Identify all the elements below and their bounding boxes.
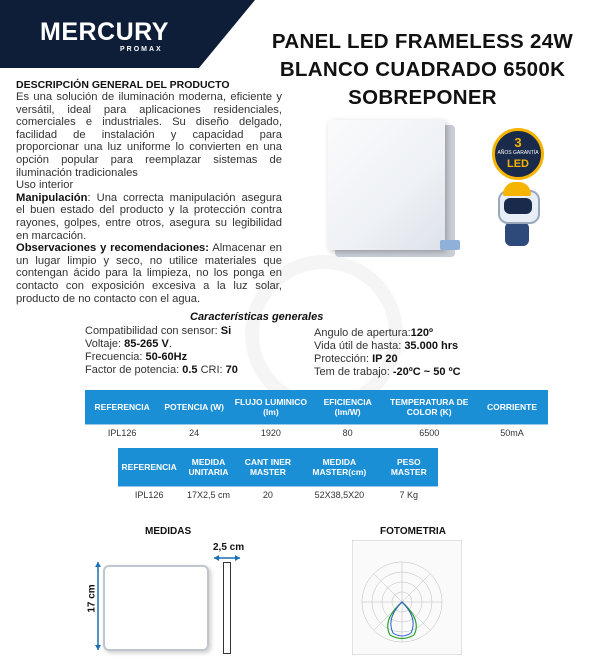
table-header: REFERENCIA [118, 448, 180, 487]
mascot-face [504, 198, 532, 214]
description-body [16, 91, 282, 305]
table-cell: 1920 [229, 425, 313, 442]
table-cell: 17X2,5 cm [180, 487, 236, 504]
table-row [85, 425, 548, 442]
table-header: PESO MASTER [380, 448, 438, 487]
table-header: REFERENCIA [85, 390, 159, 425]
table-cell: 20 [237, 487, 299, 504]
panel-driver [440, 240, 460, 250]
side-view-drawing [223, 562, 231, 654]
table-cell: IPL126 [118, 487, 180, 504]
table-cell: 50mA [476, 425, 548, 442]
table-cell: 80 [313, 425, 383, 442]
table-cell: IPL126 [85, 425, 159, 442]
use-text: Uso interior [16, 179, 74, 192]
warranty-years: 3 [514, 135, 522, 150]
description-text: Es una solución de iluminación moderna, eficiente y versátil, ideal para aplicaciones residenciales, comerciales e industriales. Su diseño delgado, facilidad de instalación y capacidad para proporcionar una luz uniforme lo convierten en una opción popular para reemplazar sistemas de iluminación tradicionales [16, 91, 282, 179]
handling-label: Manipulación [16, 191, 88, 204]
table-header-row [118, 448, 438, 487]
table-row [118, 487, 438, 504]
table-header: POTENCIA (W) [159, 390, 229, 425]
spec-frequency: Frecuencia: 50-60Hz [85, 351, 188, 363]
table-header: TEMPERATURA DE COLOR (K) [382, 390, 476, 425]
electrical-specs-table [85, 390, 548, 441]
mascot-helmet [503, 182, 531, 196]
table-header: EFICIENCIA (lm/W) [313, 390, 383, 425]
observations-paragraph [16, 242, 282, 305]
description-heading: DESCRIPCIÓN GENERAL DEL PRODUCTO [16, 79, 230, 91]
packaging-table [118, 448, 438, 503]
product-title: PANEL LED FRAMELESS 24W BLANCO CUADRADO 6500K SOBREPONER [271, 30, 574, 109]
table-header: MEDIDA UNITARIA [180, 448, 236, 487]
thickness-label: 2,5 cm [213, 542, 245, 553]
spec-angle: Angulo de apertura:120º [314, 327, 434, 339]
table-header-row [85, 390, 548, 425]
product-image [328, 120, 445, 250]
warranty-text: AÑOS GARANTÍA [497, 150, 539, 156]
spec-voltage: Voltaje: 85-265 V. [85, 338, 172, 350]
spec-protection: Protección: IP 20 [314, 353, 398, 365]
spec-power-factor: Factor de potencia: 0.5 CRI: 70 [85, 364, 238, 376]
mascot-body [505, 222, 529, 246]
warranty-badge [492, 128, 544, 180]
characteristics-title: Características generales [190, 311, 324, 323]
observations-text: Almacenar en un lugar limpio y seco, no utilice materiales que contengan ácido para la limpieza, no los ponga en contacto con exposición excesiva a la luz solar, producto de no contacto con el agua. [16, 242, 282, 305]
warranty-led: LED [507, 158, 529, 170]
front-view-drawing [103, 565, 209, 651]
dimensions-label: MEDIDAS [145, 526, 192, 537]
brand-sublogo: PROMAX [120, 46, 163, 53]
photometric-diagram [352, 540, 462, 655]
table-header: CORRIENTE [476, 390, 548, 425]
height-label: 17 cm [86, 584, 98, 613]
photometry-label: FOTOMETRIA [380, 526, 446, 537]
table-header: MEDIDA MASTER(cm) [299, 448, 380, 487]
table-header: FLUJO LUMINICO (lm) [229, 390, 313, 425]
table-cell: 7 Kg [380, 487, 438, 504]
handling-text: : Una correcta manipulación asegura el buen estado del producto y la protección contra rayones, golpes, entre otros, asegura su legibilidad en marcación. [16, 191, 282, 242]
height-arrow-icon [93, 560, 103, 652]
observations-label: Observaciones y recomendaciones: [16, 242, 209, 255]
brand-logo: MERCURY [40, 18, 169, 46]
table-cell: 24 [159, 425, 229, 442]
spec-temperature: Tem de trabajo: -20ºC ~ 50 ºC [314, 366, 461, 378]
handling-paragraph [16, 192, 282, 242]
table-cell: 52X38,5X20 [299, 487, 380, 504]
spec-life: Vida útil de hasta: 35.000 hrs [314, 340, 459, 352]
table-header: CANT INER MASTER [237, 448, 299, 487]
spec-sensor: Compatibilidad con sensor: Si [85, 325, 232, 337]
table-cell: 6500 [382, 425, 476, 442]
